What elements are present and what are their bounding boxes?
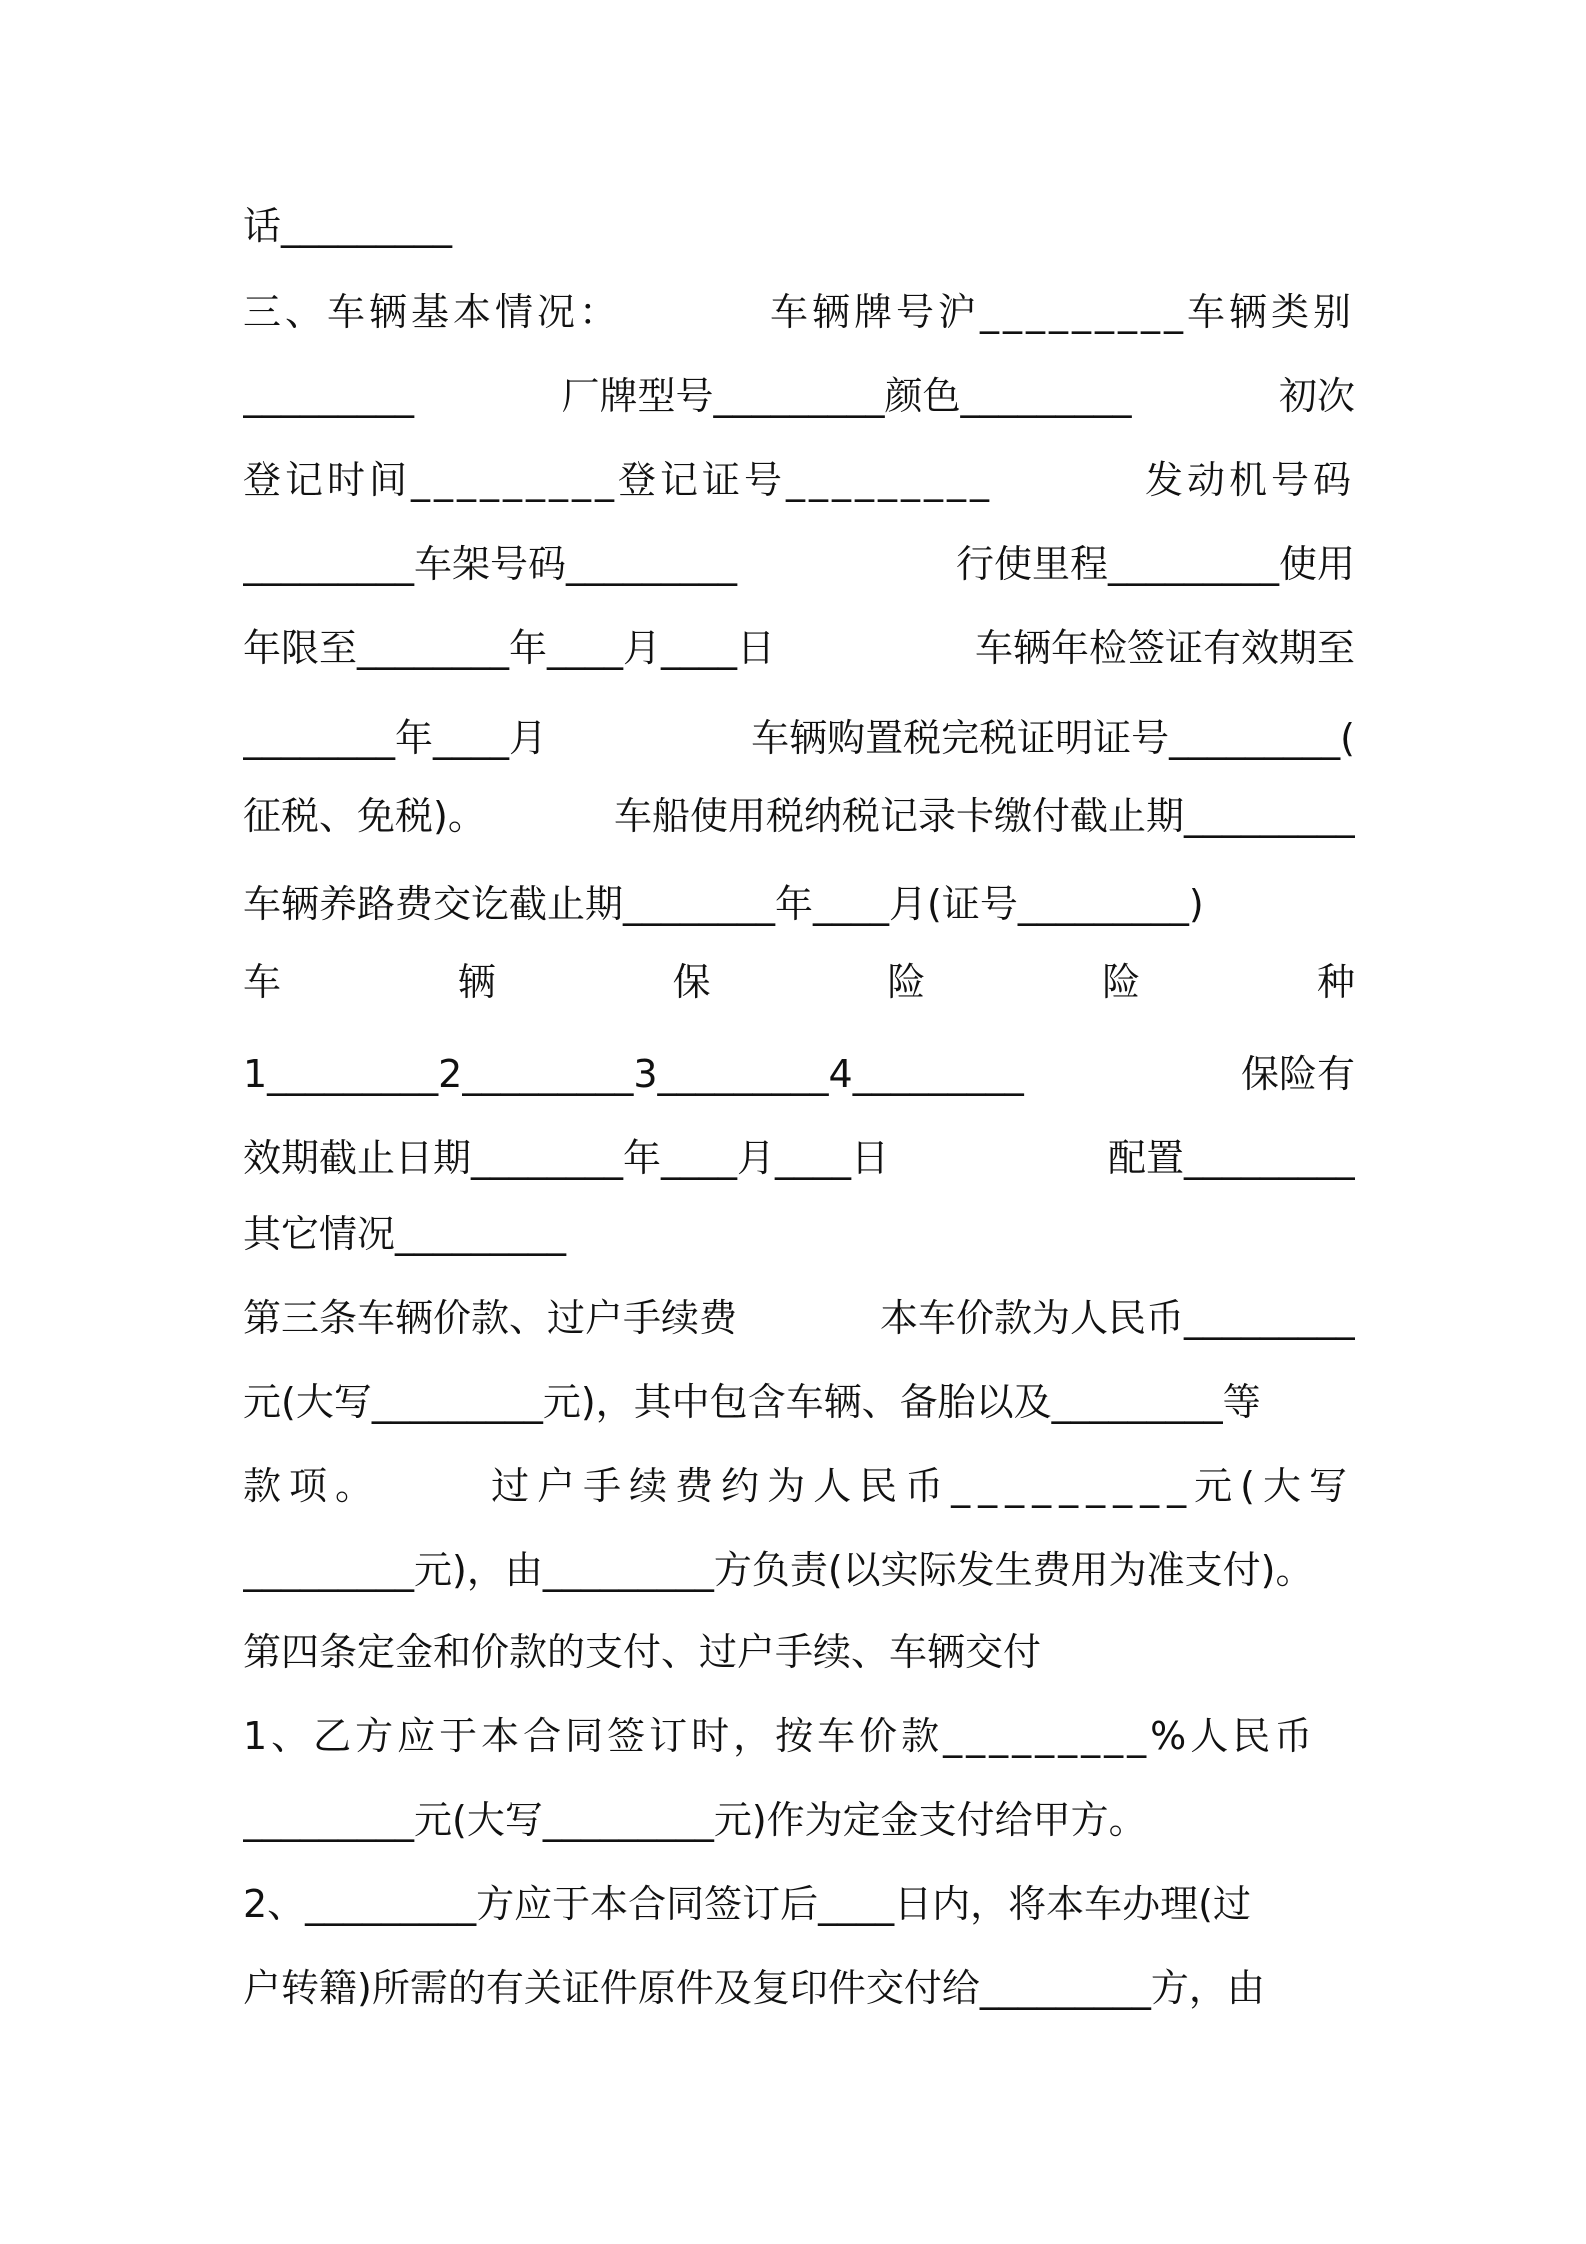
line-text: 1、乙方应于本合同签订时，按车价款_________%人民币 [243, 1714, 1317, 1758]
section-heading: 三、车辆基本情况： [243, 290, 622, 334]
line-text: 车辆购置税完税证明证号_________( [751, 716, 1355, 760]
line-transfer-docs-cont [243, 1964, 1355, 2012]
line-text: 车辆牌号沪_________车辆类别 [769, 290, 1355, 334]
line-deposit-words [243, 1796, 1355, 1844]
line-text: 车辆养路费交讫截止期________年____月(证号_________) [243, 882, 1204, 926]
line-text: 款项。 [243, 1464, 382, 1508]
line-transfer-docs [243, 1880, 1355, 1928]
line-insurance-list [243, 1050, 1355, 1098]
line-text: 元(大写_________元)，其中包含车辆、备胎以及_________等 [243, 1380, 1261, 1424]
line-text: 行使里程_________使用 [955, 542, 1355, 586]
line-other [243, 1210, 1355, 1258]
line-text: 效期截止日期________年____月____日 [243, 1136, 890, 1180]
line-article-4-heading [243, 1628, 1355, 1676]
line-purchase-tax [243, 714, 1355, 762]
line-frame-mileage [243, 540, 1355, 588]
line-text: 1_________2_________3_________4_________ [243, 1052, 1024, 1096]
line-char: 辆 [457, 960, 496, 1004]
line-char: 险 [887, 960, 926, 1004]
line-char: 种 [1316, 960, 1355, 1004]
line-text: 2、_________方应于本合同签订后____日内，将本车办理(过 [243, 1882, 1252, 1926]
article-heading: 第三条车辆价款、过户手续费 [243, 1296, 738, 1340]
line-text: 征税、免税)。 [243, 794, 486, 838]
line-service-life [243, 624, 1355, 672]
line-insurance-expiry [243, 1134, 1355, 1182]
line-text: 厂牌型号_________颜色_________ [561, 374, 1132, 418]
line-article-3-heading [243, 1294, 1355, 1342]
article-heading: 第四条定金和价款的支付、过户手续、车辆交付 [243, 1630, 1042, 1674]
line-insurance-type [243, 958, 1355, 1006]
line-text: 本车价款为人民币_________ [879, 1296, 1355, 1340]
line-char: 保 [672, 960, 711, 1004]
line-section-3-heading [243, 288, 1355, 336]
line-text: 车船使用税纳税记录卡缴付截止期_________ [613, 794, 1355, 838]
line-text: 过户手续费约为人民币_________元(大写 [491, 1464, 1355, 1508]
line-text: 保险有 [1240, 1052, 1355, 1096]
line-text: _________元(大写_________元)作为定金支付给甲方。 [243, 1798, 1147, 1842]
line-text: 户转籍)所需的有关证件原件及复印件交付给_________方，由 [243, 1966, 1265, 2010]
line-text: 车辆年检签证有效期至 [974, 626, 1355, 670]
line-text: _________车架号码_________ [243, 542, 738, 586]
line-char: 车 [243, 960, 282, 1004]
line-text: _________元)，由_________方负责(以实际发生费用为准支付)。 [243, 1548, 1314, 1592]
line-text: 其它情况_________ [243, 1212, 567, 1256]
line-transfer-fee [243, 1462, 1355, 1510]
line-text: 初次 [1278, 374, 1355, 418]
line-registration [243, 456, 1355, 504]
line-deposit [243, 1712, 1355, 1760]
line-text: ________年____月 [243, 716, 548, 760]
line-road-fee [243, 880, 1355, 928]
line-text: _________ [243, 374, 414, 418]
line-text: 话_________ [243, 204, 453, 248]
line-char: 险 [1102, 960, 1141, 1004]
line-vehicle-model [243, 372, 1355, 420]
line-text: 年限至________年____月____日 [243, 626, 776, 670]
line-text: 登记时间_________登记证号_________ [243, 458, 994, 502]
line-vessel-tax [243, 792, 1355, 840]
line-text: 发动机号码 [1144, 458, 1355, 502]
line-fee-responsibility [243, 1546, 1355, 1594]
line-phone-tail [243, 202, 1355, 250]
line-text: 配置_________ [1107, 1136, 1355, 1180]
line-price-words [243, 1378, 1355, 1426]
